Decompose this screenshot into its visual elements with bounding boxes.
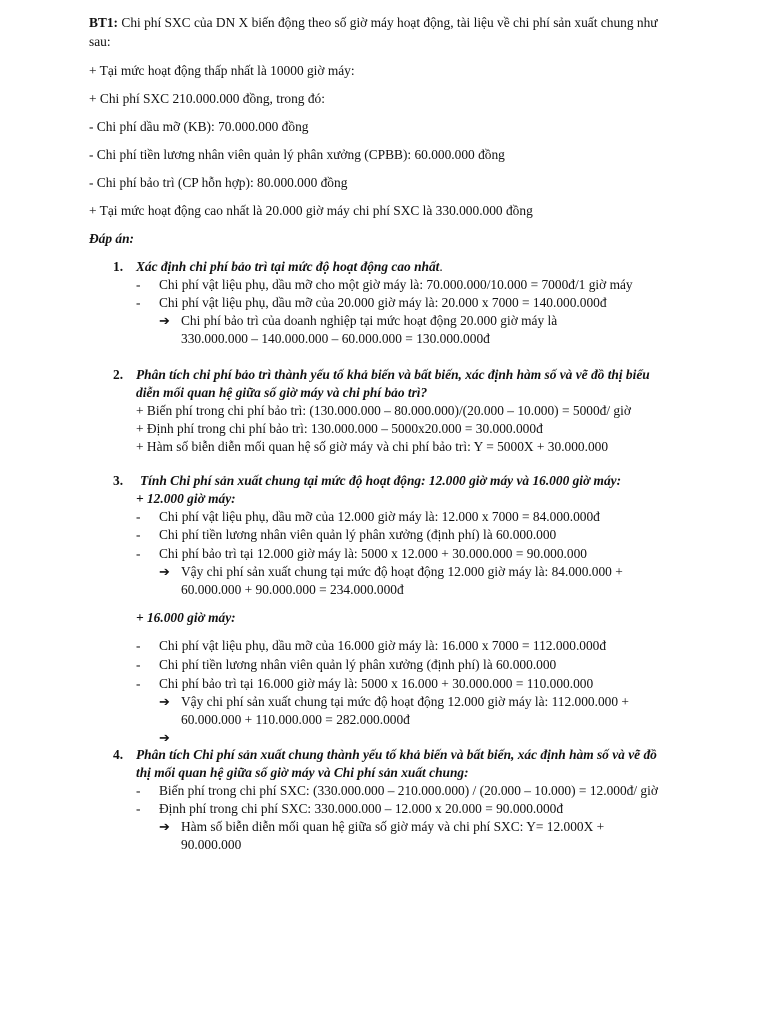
dash-bullet: - bbox=[136, 801, 141, 816]
intro-maintenance-cost: - Chi phí bảo trì (CP hỗn hợp): 80.000.000 đồng bbox=[89, 175, 348, 190]
section-1-bullet-2: Chi phí vật liệu phụ, dầu mỡ của 20.000 giờ máy là: 20.000 x 7000 = 140.000.000đ bbox=[159, 295, 607, 310]
section-1-title-text: Xác định chi phí bảo trì tại mức độ hoạt động cao nhất bbox=[136, 259, 440, 274]
section-4-result-2: 90.000.000 bbox=[181, 837, 242, 852]
intro-line-2: sau: bbox=[89, 34, 111, 49]
intro-line-1 bbox=[89, 14, 658, 32]
section-3-title: Tính Chi phí sản xuất chung tại mức độ hoạt động: 12.000 giờ máy và 16.000 giờ máy: bbox=[140, 473, 622, 488]
arrow-icon: ➔ bbox=[159, 730, 170, 745]
section-3-result-2: 60.000.000 + 90.000.000 = 234.000.000đ bbox=[181, 582, 404, 597]
intro-salary-cost: - Chi phí tiền lương nhân viên quản lý phân xưởng (CPBB): 60.000.000 đồng bbox=[89, 147, 505, 162]
section-3-sub-12000: + 12.000 giờ máy: bbox=[136, 491, 236, 506]
section-2-line-1: + Biến phí trong chi phí bảo trì: (130.000.000 – 80.000.000)/(20.000 – 10.000) = 5000đ/ giờ bbox=[136, 403, 631, 418]
intro-min-activity: + Tại mức hoạt động thấp nhất là 10000 giờ máy: bbox=[89, 63, 355, 78]
section-2-line-2: + Định phí trong chi phí bảo trì: 130.000.000 – 5000x20.000 = 30.000.000đ bbox=[136, 421, 543, 436]
section-2-number: 2. bbox=[113, 367, 124, 382]
section-4-bullet-2: Định phí trong chi phí SXC: 330.000.000 – 12.000 x 20.000 = 90.000.000đ bbox=[159, 801, 564, 816]
section-1-title-period: . bbox=[439, 259, 443, 274]
dash-bullet: - bbox=[136, 657, 141, 672]
section-4-title-1: Phân tích Chi phí sản xuất chung thành yếu tố khả biến và bất biến, xác định hàm số và vẽ đồ bbox=[136, 747, 657, 762]
section-1-result-2: 330.000.000 – 140.000.000 – 60.000.000 = 130.000.000đ bbox=[181, 331, 490, 346]
section-3-sub-16000: + 16.000 giờ máy: bbox=[136, 610, 236, 625]
exercise-label: BT1: bbox=[89, 15, 119, 30]
arrow-icon: ➔ bbox=[159, 819, 170, 834]
section-4-title-2: thị mối quan hệ giữa số giờ máy và Chi phí sản xuất chung: bbox=[136, 765, 469, 780]
arrow-icon: ➔ bbox=[159, 313, 170, 328]
section-3-result-4: 60.000.000 + 110.000.000 = 282.000.000đ bbox=[181, 712, 410, 727]
arrow-icon: ➔ bbox=[159, 694, 170, 709]
dash-bullet: - bbox=[136, 783, 141, 798]
section-3-bullet-1: Chi phí vật liệu phụ, dầu mỡ của 12.000 giờ máy là: 12.000 x 7000 = 84.000.000đ bbox=[159, 509, 600, 524]
section-3-bullet-6: Chi phí bảo trì tại 16.000 giờ máy là: 5000 x 16.000 + 30.000.000 = 110.000.000 bbox=[159, 676, 594, 691]
section-3-number: 3. bbox=[113, 473, 124, 488]
dash-bullet: - bbox=[136, 676, 141, 691]
section-2-title-2: diễn mối quan hệ giữa số giờ máy và chi phí bảo trì? bbox=[136, 385, 428, 400]
dash-bullet: - bbox=[136, 277, 141, 292]
section-1-title bbox=[136, 258, 443, 276]
answer-heading: Đáp án: bbox=[89, 231, 135, 246]
arrow-icon: ➔ bbox=[159, 564, 170, 579]
section-2-line-3: + Hàm số biễn diễn mối quan hệ số giờ máy và chi phí bảo trì: Y = 5000X + 30.000.000 bbox=[136, 439, 609, 454]
section-1-result-1: Chi phí bảo trì của doanh nghiệp tại mức hoạt động 20.000 giờ máy là bbox=[181, 313, 558, 328]
section-4-number: 4. bbox=[113, 747, 124, 762]
section-3-bullet-5: Chi phí tiền lương nhân viên quản lý phân xưởng (định phí) là 60.000.000 bbox=[159, 657, 557, 672]
section-1-number: 1. bbox=[113, 259, 124, 274]
dash-bullet: - bbox=[136, 295, 141, 310]
section-3-bullet-3: Chi phí bảo trì tại 12.000 giờ máy là: 5000 x 12.000 + 30.000.000 = 90.000.000 bbox=[159, 546, 587, 561]
section-3-bullet-4: Chi phí vật liệu phụ, dầu mỡ của 16.000 giờ máy là: 16.000 x 7000 = 112.000.000đ bbox=[159, 638, 607, 653]
section-1-bullet-1: Chi phí vật liệu phụ, dầu mỡ cho một giờ máy là: 70.000.000/10.000 = 7000đ/1 giờ máy bbox=[159, 277, 633, 292]
dash-bullet: - bbox=[136, 638, 141, 653]
section-3-result-1: Vậy chi phí sản xuất chung tại mức độ hoạt động 12.000 giờ máy là: 84.000.000 + bbox=[181, 564, 623, 579]
intro-max-activity: + Tại mức hoạt động cao nhất là 20.000 giờ máy chi phí SXC là 330.000.000 đồng bbox=[89, 203, 533, 218]
section-4-bullet-1: Biến phí trong chi phí SXC: (330.000.000 – 210.000.000) / (20.000 – 10.000) = 12.000đ/ giờ bbox=[159, 783, 658, 798]
section-3-result-3: Vậy chi phí sản xuất chung tại mức độ hoạt động 12.000 giờ máy là: 112.000.000 + bbox=[181, 694, 629, 709]
dash-bullet: - bbox=[136, 527, 141, 542]
dash-bullet: - bbox=[136, 509, 141, 524]
section-2-title-1: Phân tích chi phí bảo trì thành yếu tố khả biến và bất biến, xác định hàm số và vẽ đồ thị biểu bbox=[136, 367, 650, 382]
intro-oil-cost: - Chi phí dầu mỡ (KB): 70.000.000 đồng bbox=[89, 119, 309, 134]
section-4-result-1: Hàm số biễn diễn mối quan hệ giữa số giờ máy và chi phí SXC: Y= 12.000X + bbox=[181, 819, 605, 834]
intro-total-cost: + Chi phí SXC 210.000.000 đồng, trong đó: bbox=[89, 91, 325, 106]
dash-bullet: - bbox=[136, 546, 141, 561]
section-3-bullet-2: Chi phí tiền lương nhân viên quản lý phân xưởng (định phí) là 60.000.000 bbox=[159, 527, 557, 542]
intro-text: Chi phí SXC của DN X biến động theo số giờ máy hoạt động, tài liệu về chi phí sản xuất chung như bbox=[121, 15, 658, 30]
